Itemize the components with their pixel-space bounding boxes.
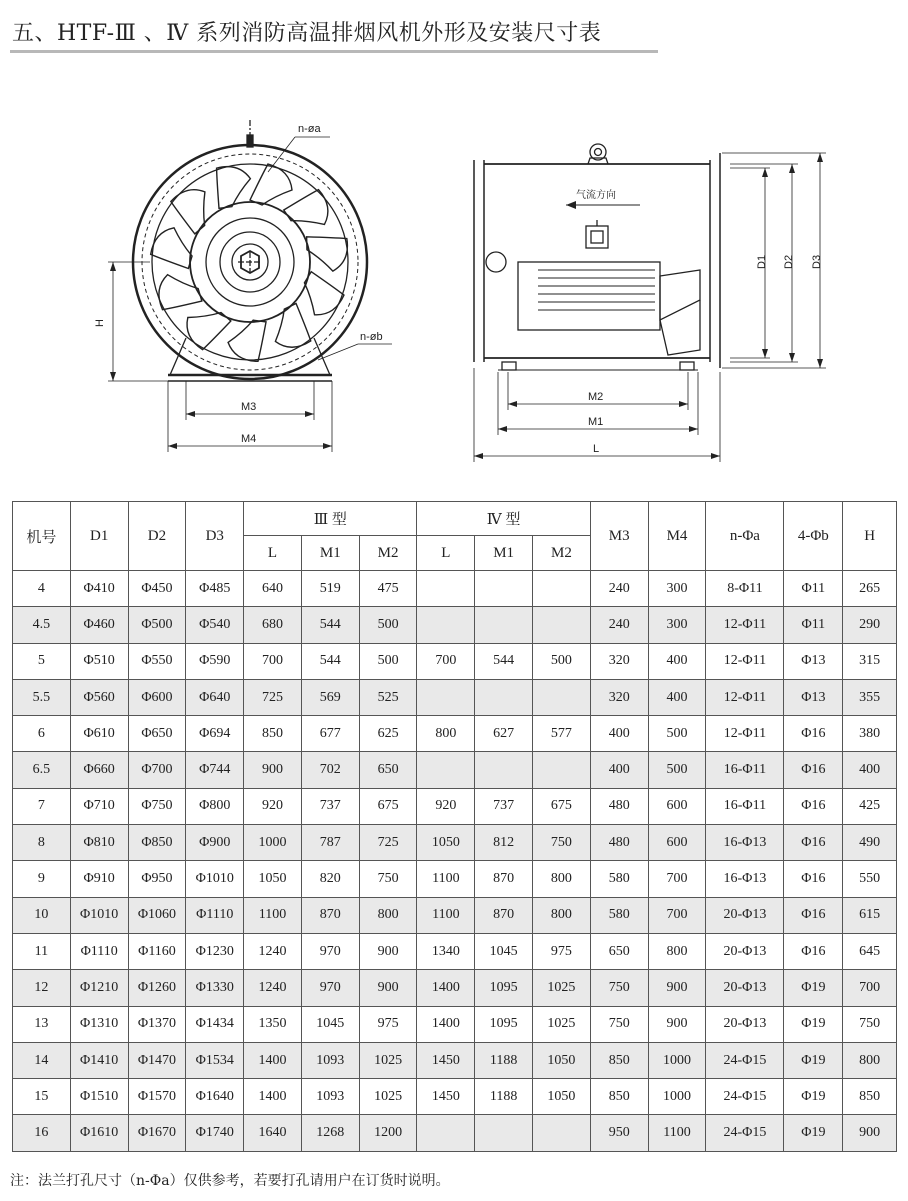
table-cell: 750 (533, 825, 591, 861)
table-row (13, 897, 897, 933)
table-cell: Φ1110 (186, 897, 244, 933)
title-underline (10, 50, 658, 53)
table-cell: 500 (648, 716, 706, 752)
table-cell: 5.5 (13, 679, 71, 715)
table-cell: Φ610 (70, 716, 128, 752)
table-cell: 920 (417, 788, 475, 824)
table-cell: Φ11 (784, 571, 843, 607)
table-cell: 1050 (244, 861, 302, 897)
table-cell: 300 (648, 607, 706, 643)
table-row (13, 970, 897, 1006)
table-cell: 900 (244, 752, 302, 788)
table-cell (417, 679, 475, 715)
table-cell: 615 (843, 897, 897, 933)
table-cell: Φ1670 (128, 1115, 186, 1151)
header-machine-no: 机号 (13, 502, 71, 571)
label-M4: M4 (241, 433, 257, 445)
table-cell: 1000 (244, 825, 302, 861)
table-cell: 800 (359, 897, 417, 933)
table-cell: 24-Φ15 (706, 1115, 784, 1151)
table-cell: 1050 (417, 825, 475, 861)
table-cell: Φ19 (784, 1006, 843, 1042)
table-row (13, 643, 897, 679)
table-cell: 725 (359, 825, 417, 861)
table-cell: 1100 (648, 1115, 706, 1151)
table-cell: Φ11 (784, 607, 843, 643)
table-cell: 970 (301, 933, 359, 969)
table-row (13, 1115, 897, 1151)
table-cell: Φ1410 (70, 1042, 128, 1078)
table-row (13, 1042, 897, 1078)
table-cell: 380 (843, 716, 897, 752)
table-cell: 544 (301, 607, 359, 643)
table-cell: 490 (843, 825, 897, 861)
table-cell: 9 (13, 861, 71, 897)
header-type4-M2: M2 (533, 536, 591, 571)
table-cell (417, 752, 475, 788)
table-cell: 1400 (417, 970, 475, 1006)
table-cell: Φ800 (186, 788, 244, 824)
table-cell: Φ1434 (186, 1006, 244, 1042)
label-M2: M2 (588, 391, 604, 403)
table-cell: Φ1110 (70, 933, 128, 969)
table-cell: 15 (13, 1079, 71, 1115)
table-cell: Φ910 (70, 861, 128, 897)
table-cell: 12-Φ11 (706, 643, 784, 679)
table-row (13, 1079, 897, 1115)
table-cell: 16-Φ13 (706, 861, 784, 897)
table-cell: 950 (590, 1115, 648, 1151)
footnote: 注：法兰打孔尺寸（n-Φa）仅供参考，若要打孔请用户在订货时说明。 (10, 1173, 450, 1189)
table-cell: 1188 (475, 1079, 533, 1115)
table-cell: Φ1260 (128, 970, 186, 1006)
table-cell: 519 (301, 571, 359, 607)
table-cell: Φ16 (784, 933, 843, 969)
table-cell: 4 (13, 571, 71, 607)
table-cell: 400 (648, 679, 706, 715)
table-cell: 970 (301, 970, 359, 1006)
table-cell: Φ1310 (70, 1006, 128, 1042)
table-cell: Φ1570 (128, 1079, 186, 1115)
table-cell (417, 1115, 475, 1151)
table-cell: 480 (590, 825, 648, 861)
table-cell: 812 (475, 825, 533, 861)
table-cell: 800 (843, 1042, 897, 1078)
table-cell: 20-Φ13 (706, 970, 784, 1006)
table-cell: 400 (843, 752, 897, 788)
table-cell: 480 (590, 788, 648, 824)
table-cell: 577 (533, 716, 591, 752)
table-cell: 8 (13, 825, 71, 861)
table-cell: 870 (475, 897, 533, 933)
table-cell: 645 (843, 933, 897, 969)
table-cell: 425 (843, 788, 897, 824)
table-cell: 700 (417, 643, 475, 679)
table-cell: 240 (590, 607, 648, 643)
table-cell: Φ1534 (186, 1042, 244, 1078)
table-cell: Φ744 (186, 752, 244, 788)
label-D3: D3 (811, 254, 823, 269)
table-cell: 1093 (301, 1079, 359, 1115)
fan-outline-drawing (0, 100, 908, 470)
table-cell: 500 (648, 752, 706, 788)
table-cell: 600 (648, 788, 706, 824)
table-cell (533, 679, 591, 715)
table-cell: 600 (648, 825, 706, 861)
table-cell (475, 752, 533, 788)
table-cell: 675 (359, 788, 417, 824)
table-cell: 677 (301, 716, 359, 752)
table-cell: 1450 (417, 1042, 475, 1078)
table-cell: 700 (843, 970, 897, 1006)
table-cell: 675 (533, 788, 591, 824)
table-cell: 1640 (244, 1115, 302, 1151)
table-cell: 737 (301, 788, 359, 824)
header-type3-M2: M2 (359, 536, 417, 571)
table-row (13, 752, 897, 788)
header-4-phi-b: 4-Φb (784, 502, 843, 571)
table-cell: 900 (843, 1115, 897, 1151)
table-cell: 1095 (475, 970, 533, 1006)
header-type4: Ⅳ 型 (417, 502, 590, 536)
table-cell: Φ13 (784, 643, 843, 679)
table-body (13, 571, 897, 1152)
table-cell: 800 (533, 897, 591, 933)
table-cell: 475 (359, 571, 417, 607)
header-type4-M1: M1 (475, 536, 533, 571)
table-cell: 13 (13, 1006, 71, 1042)
table-cell: 500 (533, 643, 591, 679)
table-cell: 1340 (417, 933, 475, 969)
table-cell: 900 (359, 970, 417, 1006)
table-cell: Φ1610 (70, 1115, 128, 1151)
table-cell: 900 (359, 933, 417, 969)
table-cell: Φ1740 (186, 1115, 244, 1151)
table-cell: 14 (13, 1042, 71, 1078)
table-cell: 1400 (244, 1042, 302, 1078)
table-cell: Φ694 (186, 716, 244, 752)
table-cell: Φ640 (186, 679, 244, 715)
header-M3: M3 (590, 502, 648, 571)
label-n-phi-b: n-øb (360, 331, 383, 343)
table-cell: 240 (590, 571, 648, 607)
table-cell: 750 (359, 861, 417, 897)
table-cell: 750 (590, 1006, 648, 1042)
table-cell: 1400 (417, 1006, 475, 1042)
table-cell: Φ750 (128, 788, 186, 824)
table-cell (475, 679, 533, 715)
table-cell: 355 (843, 679, 897, 715)
table-cell (533, 1115, 591, 1151)
table-cell: 975 (359, 1006, 417, 1042)
table-cell: 900 (648, 970, 706, 1006)
table-cell: Φ1010 (186, 861, 244, 897)
table-cell: 800 (533, 861, 591, 897)
table-cell: 569 (301, 679, 359, 715)
table-cell: 870 (475, 861, 533, 897)
table-cell: Φ500 (128, 607, 186, 643)
table-cell: 525 (359, 679, 417, 715)
header-type3-M1: M1 (301, 536, 359, 571)
table-cell: Φ485 (186, 571, 244, 607)
table-cell: 320 (590, 643, 648, 679)
table-cell: Φ540 (186, 607, 244, 643)
table-cell: 400 (590, 716, 648, 752)
table-cell (475, 571, 533, 607)
table-cell: 750 (843, 1006, 897, 1042)
table-cell: Φ550 (128, 643, 186, 679)
table-cell: 290 (843, 607, 897, 643)
header-D1: D1 (70, 502, 128, 571)
table-cell: 627 (475, 716, 533, 752)
table-cell: Φ1160 (128, 933, 186, 969)
table-cell: 800 (417, 716, 475, 752)
table-cell: Φ1230 (186, 933, 244, 969)
table-cell: 680 (244, 607, 302, 643)
table-row (13, 716, 897, 752)
header-H: H (843, 502, 897, 571)
table-cell: 750 (590, 970, 648, 1006)
table-cell: Φ560 (70, 679, 128, 715)
table-cell: 1050 (533, 1042, 591, 1078)
label-D1: D1 (756, 254, 768, 269)
table-cell: Φ710 (70, 788, 128, 824)
table-row (13, 571, 897, 607)
table-cell: 580 (590, 897, 648, 933)
table-cell: 975 (533, 933, 591, 969)
table-cell: 1093 (301, 1042, 359, 1078)
table-cell: Φ1330 (186, 970, 244, 1006)
table-cell: 16-Φ11 (706, 788, 784, 824)
label-D2: D2 (783, 254, 795, 269)
table-cell: 1100 (244, 897, 302, 933)
header-D2: D2 (128, 502, 186, 571)
table-cell: 1268 (301, 1115, 359, 1151)
page-title: 五、HTF-Ⅲ 、Ⅳ 系列消防高温排烟风机外形及安装尺寸表 (12, 21, 602, 46)
table-cell: 725 (244, 679, 302, 715)
table-cell: 1240 (244, 970, 302, 1006)
table-cell: 700 (244, 643, 302, 679)
table-cell: 625 (359, 716, 417, 752)
table-row (13, 825, 897, 861)
table-cell: 1450 (417, 1079, 475, 1115)
table-cell (417, 571, 475, 607)
table-cell: Φ810 (70, 825, 128, 861)
table-cell: 850 (244, 716, 302, 752)
table-cell (533, 752, 591, 788)
table-cell: Φ16 (784, 897, 843, 933)
table-cell: Φ16 (784, 716, 843, 752)
table-cell: Φ460 (70, 607, 128, 643)
table-cell: Φ1010 (70, 897, 128, 933)
table-cell: 700 (648, 861, 706, 897)
table-cell: 20-Φ13 (706, 1006, 784, 1042)
header-type4-L: L (417, 536, 475, 571)
table-row (13, 933, 897, 969)
table-cell: 1025 (533, 1006, 591, 1042)
table-cell: Φ16 (784, 861, 843, 897)
table-cell: 1095 (475, 1006, 533, 1042)
table-cell: 580 (590, 861, 648, 897)
table-cell: 1025 (533, 970, 591, 1006)
table-cell: 737 (475, 788, 533, 824)
table-cell: 550 (843, 861, 897, 897)
table-cell: Φ19 (784, 1079, 843, 1115)
table-cell (475, 1115, 533, 1151)
table-cell: 702 (301, 752, 359, 788)
table-cell: 1350 (244, 1006, 302, 1042)
label-M1: M1 (588, 416, 604, 428)
table-cell: Φ600 (128, 679, 186, 715)
table-cell: 24-Φ15 (706, 1042, 784, 1078)
table-cell: 5 (13, 643, 71, 679)
table-cell: 7 (13, 788, 71, 824)
header-M4: M4 (648, 502, 706, 571)
table-row (13, 861, 897, 897)
table-cell: 850 (590, 1042, 648, 1078)
table-cell (417, 607, 475, 643)
table-row (13, 1006, 897, 1042)
table-cell: Φ850 (128, 825, 186, 861)
label-n-phi-a: n-øa (298, 123, 321, 135)
table-cell: 1100 (417, 897, 475, 933)
table-cell: 20-Φ13 (706, 897, 784, 933)
table-cell: 1000 (648, 1079, 706, 1115)
table-cell: 315 (843, 643, 897, 679)
table-cell: 850 (590, 1079, 648, 1115)
table-cell: 870 (301, 897, 359, 933)
label-H: H (94, 319, 106, 327)
table-row (13, 788, 897, 824)
table-cell: 20-Φ13 (706, 933, 784, 969)
table-cell: Φ13 (784, 679, 843, 715)
table-cell: Φ19 (784, 1115, 843, 1151)
table-cell: 650 (359, 752, 417, 788)
table-cell: Φ16 (784, 825, 843, 861)
table-cell: Φ19 (784, 970, 843, 1006)
table-cell: 1400 (244, 1079, 302, 1115)
table-cell: 544 (475, 643, 533, 679)
table-cell: Φ1370 (128, 1006, 186, 1042)
table-cell: 6.5 (13, 752, 71, 788)
table-cell: 920 (244, 788, 302, 824)
table-cell: Φ950 (128, 861, 186, 897)
table-cell: 1045 (301, 1006, 359, 1042)
table-cell: 8-Φ11 (706, 571, 784, 607)
table-cell (533, 607, 591, 643)
table-cell: 16-Φ11 (706, 752, 784, 788)
table-cell: 400 (648, 643, 706, 679)
table-cell: Φ660 (70, 752, 128, 788)
label-L: L (593, 443, 600, 455)
header-n-phi-a: n-Φa (706, 502, 784, 571)
table-cell: 16-Φ13 (706, 825, 784, 861)
header-type3-L: L (244, 536, 302, 571)
table-cell: 24-Φ15 (706, 1079, 784, 1115)
table-cell: 1025 (359, 1079, 417, 1115)
label-airflow: 气流方向 (576, 190, 616, 201)
table-cell: 1025 (359, 1042, 417, 1078)
table-cell: Φ1470 (128, 1042, 186, 1078)
table-cell: 12 (13, 970, 71, 1006)
table-cell: 4.5 (13, 607, 71, 643)
table-cell: 1100 (417, 861, 475, 897)
table-cell: 900 (648, 1006, 706, 1042)
table-cell: 544 (301, 643, 359, 679)
table-cell: Φ1210 (70, 970, 128, 1006)
table-cell: Φ19 (784, 1042, 843, 1078)
table-cell: 500 (359, 607, 417, 643)
table-cell: 12-Φ11 (706, 607, 784, 643)
table-cell (533, 571, 591, 607)
table-cell: 500 (359, 643, 417, 679)
table-cell: 16 (13, 1115, 71, 1151)
table-cell: 12-Φ11 (706, 679, 784, 715)
side-view (474, 144, 826, 462)
table-cell: Φ700 (128, 752, 186, 788)
table-cell: 1000 (648, 1042, 706, 1078)
table-cell: Φ16 (784, 752, 843, 788)
table-cell: 320 (590, 679, 648, 715)
table-cell: 12-Φ11 (706, 716, 784, 752)
table-cell: 1045 (475, 933, 533, 969)
table-cell: 787 (301, 825, 359, 861)
table-cell: 10 (13, 897, 71, 933)
table-cell: 265 (843, 571, 897, 607)
table-cell (475, 607, 533, 643)
table-cell: 1188 (475, 1042, 533, 1078)
table-cell: 820 (301, 861, 359, 897)
table-cell: 11 (13, 933, 71, 969)
table-row (13, 679, 897, 715)
table-cell: 640 (244, 571, 302, 607)
header-D3: D3 (186, 502, 244, 571)
table-cell: Φ590 (186, 643, 244, 679)
table-cell: 1200 (359, 1115, 417, 1151)
table-cell: 800 (648, 933, 706, 969)
label-M3: M3 (241, 401, 257, 413)
table-cell: 300 (648, 571, 706, 607)
table-cell: Φ16 (784, 788, 843, 824)
table-cell: Φ900 (186, 825, 244, 861)
table-cell: 1050 (533, 1079, 591, 1115)
table-cell: Φ1640 (186, 1079, 244, 1115)
table-cell: Φ1510 (70, 1079, 128, 1115)
table-cell: 400 (590, 752, 648, 788)
table-row (13, 607, 897, 643)
dimension-table (12, 501, 897, 1152)
table-cell: Φ410 (70, 571, 128, 607)
table-cell: 1240 (244, 933, 302, 969)
table-cell: 850 (843, 1079, 897, 1115)
table-cell: 6 (13, 716, 71, 752)
header-type3: Ⅲ 型 (244, 502, 417, 536)
table-cell: Φ510 (70, 643, 128, 679)
table-cell: Φ1060 (128, 897, 186, 933)
table-cell: 700 (648, 897, 706, 933)
table-cell: Φ650 (128, 716, 186, 752)
table-cell: Φ450 (128, 571, 186, 607)
table-cell: 650 (590, 933, 648, 969)
